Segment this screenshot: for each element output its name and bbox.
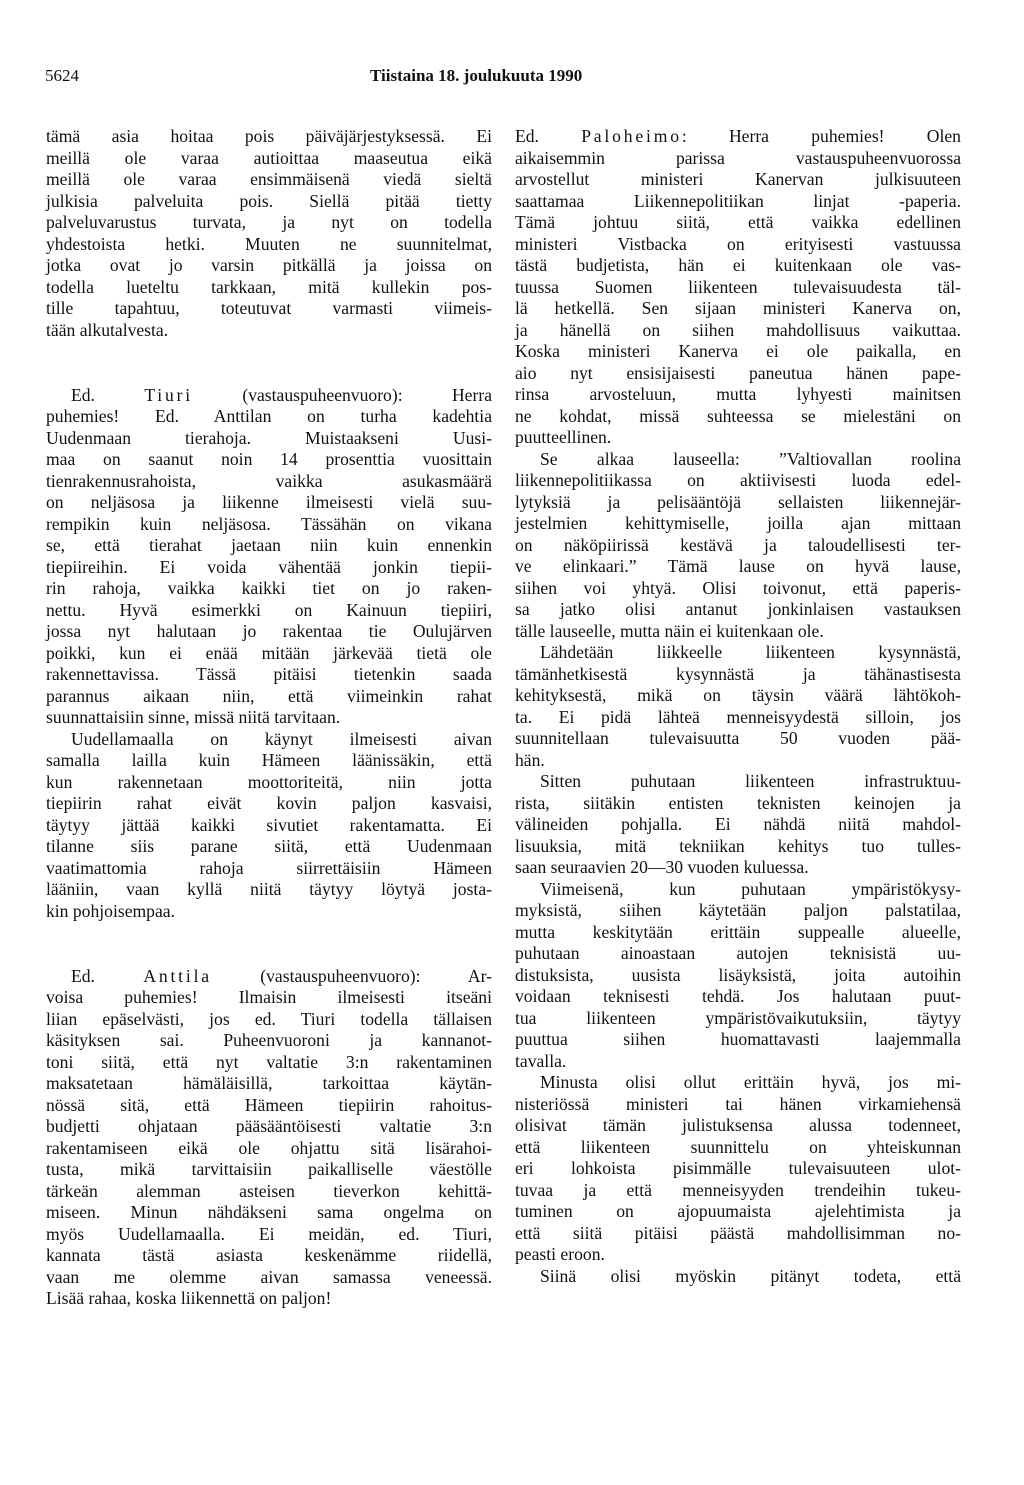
speech-anttila xyxy=(46,966,492,1310)
speech-tiuri xyxy=(46,385,492,923)
text-line: täytyy jättää kaikki sivutiet rakentamatta. Ei xyxy=(46,814,492,835)
text-line: samalla lailla kuin Hämeen läänissäkin, että xyxy=(46,750,492,770)
text-line: saattamaa Liikennepolitiikan linjat -paperia. xyxy=(515,190,961,211)
text-line: aio nyt ensisijaisesti paneutua hänen pape- xyxy=(515,362,961,383)
opening-text: : Herra puhemies! Olen xyxy=(681,126,961,146)
text-line: saan seuraavien 20—30 vuoden kuluessa. xyxy=(515,857,809,877)
text-line: maa on saanut noin 14 prosenttia vuosittain xyxy=(46,449,492,469)
text-line: Viimeisenä, kun puhutaan ympäristökysy- xyxy=(540,878,961,899)
text-line: ne kohdat, missä suhteessa se mielestäni on xyxy=(515,405,961,426)
text-line: toni siitä, että nyt valtatie 3:n rakentaminen xyxy=(46,1051,492,1072)
text-line: tille tapahtuu, toteutuvat varmasti viimeis- xyxy=(46,298,492,318)
text-line: Sitten puhutaan liikenteen infrastruktuu- xyxy=(540,771,961,791)
text-line: ministeri Vistbacka on erityisesti vastuussa xyxy=(515,233,961,254)
text-line: jossa nyt halutaan jo rakentaa tie Oulujärven xyxy=(46,621,492,641)
text-line: parannus aikaan niin, että viimeinkin rahat xyxy=(46,685,492,706)
text-line: jestelmien kehittymiselle, joilla ajan mittaan xyxy=(515,513,961,533)
text-line: liikennepolitiikassa on aktiivisesti luoda edel- xyxy=(515,470,961,490)
text-line: puutteellinen. xyxy=(515,427,612,447)
text-line: suunnattaisiin sinne, missä niitä tarvitaan. xyxy=(46,707,341,727)
ed-prefix: Ed. xyxy=(71,965,95,986)
text-line: Minusta olisi ollut erittäin hyvä, jos mi- xyxy=(540,1072,961,1092)
speech-opening-line xyxy=(46,385,492,407)
text-line: välineiden pohjalla. Ei nähdä niitä mahdol- xyxy=(515,814,961,834)
text-line: julkisia palveluita pois. Siellä pitää tietty xyxy=(46,190,492,211)
text-line: vaatimattomia rahoja siirrettäisiin Hämeen xyxy=(46,857,492,878)
text-line: lisuuksia, mitä tekniikan kehitys tuo tulles- xyxy=(515,835,961,856)
text-line: Se alkaa lauseella: ”Valtiovallan roolina xyxy=(540,448,961,469)
text-line: rakennettavissa. Tässä pitäisi tietenkin saada xyxy=(46,664,492,684)
text-line: peasti eroon. xyxy=(515,1244,605,1264)
text-line: on näköpiirissä kestävä ja taloudellisesti ter- xyxy=(515,534,961,555)
text-line: aikaisemmin parissa vastauspuheenvuorossa xyxy=(515,147,961,168)
opening-text: (vastauspuheenvuoro): Ar- xyxy=(260,965,492,986)
ed-prefix: Ed. xyxy=(71,384,95,405)
text-line: tämä asia hoitaa pois päiväjärjestyksessä. Ei xyxy=(46,126,492,146)
text-line: lä hetkellä. Sen sijaan ministeri Kanerva on, xyxy=(515,298,961,318)
text-line: rakentamiseen eikä ole ohjattu sitä lisärahoi- xyxy=(46,1137,492,1158)
opening-text: (vastauspuheenvuoro): Herra xyxy=(242,384,492,405)
text-line: Lähdetään liikkeelle liikenteen kysynnästä, xyxy=(540,642,961,662)
text-line: voisa puhemies! Ilmaisin ilmeisesti itseäni xyxy=(46,987,492,1007)
text-line: jotka ovat jo varsin pitkällä ja joissa on xyxy=(46,255,492,275)
text-line: Tämä johtuu siitä, että vaikka edellinen xyxy=(515,212,961,232)
text-line: voidaan teknisesti tehdä. Jos halutaan puut- xyxy=(515,986,961,1006)
text-line: käsityksen sai. Puheenvuoroni ja kannanot- xyxy=(46,1030,492,1050)
text-line: tavalla. xyxy=(515,1050,567,1071)
text-line: on neljäsosa ja liikenne ilmeisesti vielä suu- xyxy=(46,492,492,512)
text-line: rempikin kuin neljäsosa. Tässähän on vikana xyxy=(46,513,492,534)
ed-prefix: Ed. xyxy=(515,126,539,146)
text-line: maksatetaan hämäläisillä, tarkoittaa käytän- xyxy=(46,1073,492,1093)
text-line: nettu. Hyvä esimerkki on Kainuun tiepiiri, xyxy=(46,599,492,620)
text-line: myös Uudellamaalla. Ei meidän, ed. Tiuri, xyxy=(46,1223,492,1244)
text-line: liian epäselvästi, jos ed. Tiuri todella tällaisen xyxy=(46,1008,492,1029)
text-line: lääniin, vaan kyllä niitä täytyy löytyä josta- xyxy=(46,879,492,899)
text-line: se, että tierahat jaetaan niin kuin ennenkin xyxy=(46,535,492,555)
text-line: kehityksestä, mikä on täysin väärä lähtökoh- xyxy=(515,685,961,705)
text-line: nisteriössä ministeri tai hänen virkamiehensä xyxy=(515,1093,961,1114)
speech-paloheimo xyxy=(515,126,961,1287)
page-date-header: Tiistaina 18. joulukuuta 1990 xyxy=(370,66,583,85)
speech-opening-line xyxy=(46,966,492,988)
text-line: vaan me olemme aivan samassa veneessä. xyxy=(46,1266,492,1287)
text-line: tämänhetkisestä kysynnästä ja tähänastisesta xyxy=(515,663,961,684)
text-line: rista, siitäkin entisten teknisten keinojen ja xyxy=(515,792,961,813)
text-line: mutta keskitytään erittäin suppealle alueelle, xyxy=(515,921,961,942)
text-line: Siinä olisi myöskin pitänyt todeta, että xyxy=(540,1265,961,1286)
text-line: tälle lauseelle, mutta näin ei kuitenkaan ole. xyxy=(515,620,824,641)
text-line: poikki, kun ei enää mitään järkevää tietä ole xyxy=(46,642,492,663)
text-line: hän. xyxy=(515,749,545,770)
text-line: puhemies! Ed. Anttilan on turha kadehtia xyxy=(46,406,492,426)
text-line: distuksista, uusista lisäyksistä, joita autoihin xyxy=(515,964,961,985)
speech-opening-line xyxy=(515,126,961,148)
text-line: tiepiirin rahat eivät kovin paljon kasvaisi, xyxy=(46,793,492,813)
text-line: Uudellamaalla on käynyt ilmeisesti aivan xyxy=(71,728,492,749)
text-line: tään alkutalvesta. xyxy=(46,319,169,340)
page-number: 5624 xyxy=(45,66,79,85)
text-line: sa jatko olisi antanut jonkinlaisen vastauksen xyxy=(515,599,961,619)
speaker-name: Tiuri xyxy=(144,384,193,405)
text-line: meillä ole varaa ensimmäisenä viedä sieltä xyxy=(46,169,492,189)
text-line: tusta, mikä tarvittaisiin paikalliselle väestölle xyxy=(46,1159,492,1179)
text-line: myksistä, siihen käytetään paljon palstatilaa, xyxy=(515,900,961,920)
text-line: Lisää rahaa, koska liikennettä on paljon! xyxy=(46,1288,332,1308)
text-line: Koska ministeri Kanerva ei ole paikalla, en xyxy=(515,341,961,361)
text-line: kannata tästä asiasta keskenämme riidellä, xyxy=(46,1245,492,1265)
text-line: kun rakennetaan moottoriteitä, niin jotta xyxy=(46,771,492,792)
text-line: eri lohkoista pisimmälle tulevaisuuteen ulot- xyxy=(515,1158,961,1178)
text-line: että liikenteen suunnittelu on yhteiskunnan xyxy=(515,1136,961,1157)
text-line: ta. Ei pidä lähteä menneisyydestä silloin, jos xyxy=(515,706,961,727)
text-line: tärkeän alemman asteisen tieverkon kehittä- xyxy=(46,1180,492,1201)
left-column xyxy=(46,126,492,1310)
text-line: tuussa Suomen liikenteen tulevaisuudesta täl- xyxy=(515,276,961,297)
text-line: budjetti ohjataan pääsääntöisesti valtatie 3:n xyxy=(46,1116,492,1136)
text-line: puuttua siihen huomattavasti laajemmalla xyxy=(515,1029,961,1049)
text-line: tienrakennusrahoista, vaikka asukasmäärä xyxy=(46,470,492,491)
text-line: arvostellut ministeri Kanervan julkisuuteen xyxy=(515,169,961,189)
speaker-name: Paloheimo xyxy=(581,126,682,146)
text-line: rinsa arvosteluun, mutta lyhyesti mainitsen xyxy=(515,384,961,404)
text-line: suunnitellaan tulevaisuutta 50 vuoden pää- xyxy=(515,728,961,748)
text-line: siihen voi yhtyä. Olisi toivonut, että paperis- xyxy=(515,577,961,598)
text-line: rin rahoja, vaikka kaikki tiet on jo raken- xyxy=(46,578,492,598)
text-line: olisivat tämän julistuksensa alussa todenneet, xyxy=(515,1115,961,1135)
text-line: että siitä pitäisi päästä mahdollisimman no- xyxy=(515,1222,961,1243)
text-line: tua liikenteen ympäristövaikutuksiin, täytyy xyxy=(515,1007,961,1028)
text-line: tiepiireihin. Ei voida vähentää jonkin tiepii- xyxy=(46,556,492,577)
text-line: tilanne siis parane siitä, että Uudenmaan xyxy=(46,836,492,856)
text-line: ve elinkaari.” Tämä lause on hyvä lause, xyxy=(515,556,961,576)
text-line: lytyksiä ja pelisääntöjä sellaisten liikennejär- xyxy=(515,491,961,512)
text-line: todella lueteltu tarkkaan, mitä kullekin pos- xyxy=(46,276,492,297)
text-line: kin pohjoisempaa. xyxy=(46,900,175,921)
text-line: puhutaan ainoastaan autojen teknisistä uu- xyxy=(515,943,961,963)
speaker-name: Anttila xyxy=(143,965,212,986)
text-line: tästä budjetista, hän ei kuitenkaan ole vas- xyxy=(515,255,961,275)
text-line: miseen. Minun nähdäkseni sama ongelma on xyxy=(46,1202,492,1222)
text-line: tuvaa ja että menneisyyden trendeihin tukeu- xyxy=(515,1179,961,1200)
text-line: palveluvarustus turvata, ja nyt on todella xyxy=(46,212,492,232)
text-line: yhdestoista hetki. Muuten ne suunnitelmat, xyxy=(46,233,492,254)
text-line: nössä sitä, että Hämeen tiepiirin rahoitus- xyxy=(46,1094,492,1115)
text-line: meillä ole varaa autioittaa maaseutua eikä xyxy=(46,147,492,168)
text-line: tuminen on ajopuumaista ajelehtimista ja xyxy=(515,1201,961,1221)
right-column xyxy=(515,126,961,1287)
text-line: ja hänellä on siihen mahdollisuus vaikuttaa. xyxy=(515,319,961,340)
text-line: Uudenmaan tierahoja. Muistaakseni Uusi- xyxy=(46,427,492,448)
paragraph-continued xyxy=(46,126,492,341)
